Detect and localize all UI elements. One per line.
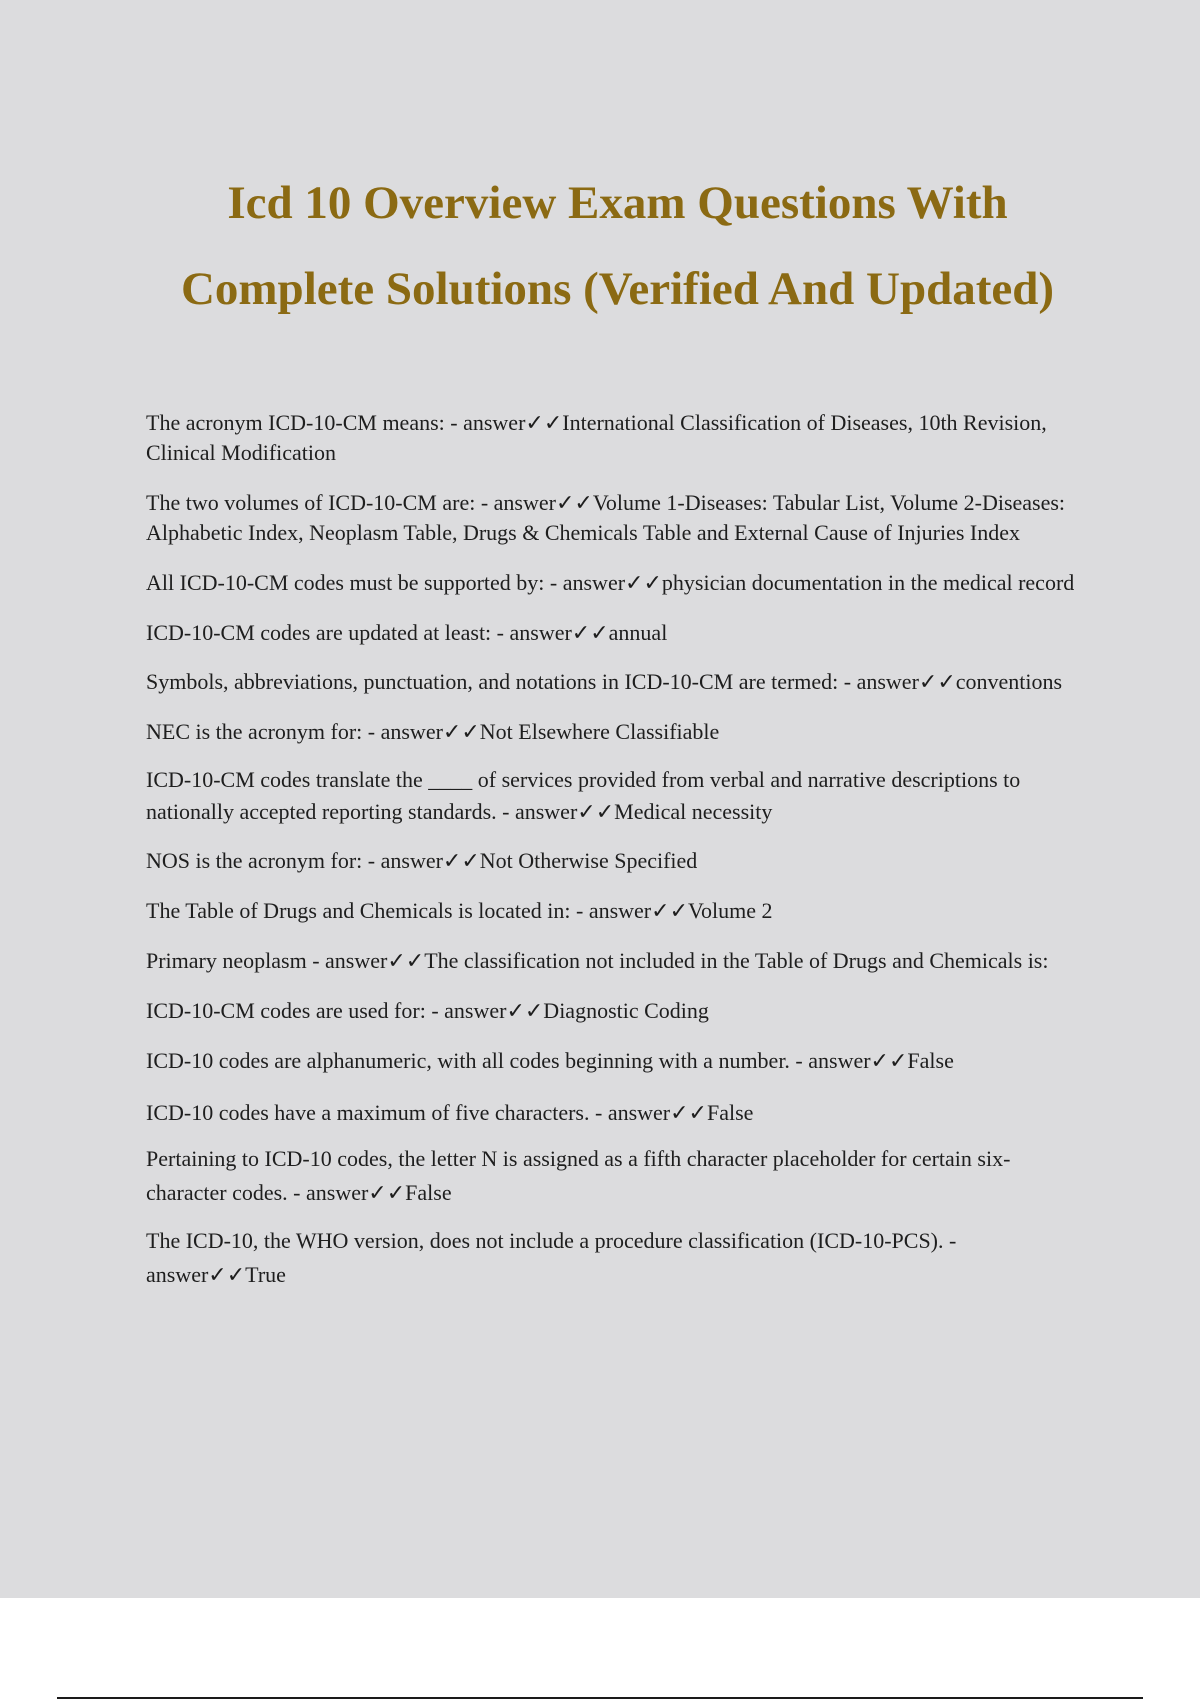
question-answer-list — [146, 408, 1086, 1292]
qa-item: ICD-10 codes are alphanumeric, with all codes beginning with a number. - answer✓✓False — [146, 1048, 954, 1073]
qa-item: NOS is the acronym for: - answer✓✓Not Otherwise Specified — [146, 848, 698, 873]
qa-item: All ICD-10-CM codes must be supported by: - answer✓✓physician documentation in the medical record — [146, 570, 1075, 595]
qa-item: The acronym ICD-10-CM means: - answer✓✓International Classification of Diseases, 10th Revision, Clinical Modification — [146, 410, 1047, 465]
qa-item: ICD-10-CM codes are updated at least: - answer✓✓annual — [146, 620, 668, 645]
qa-item: Symbols, abbreviations, punctuation, and notations in ICD-10-CM are termed: - answer✓✓conventions — [146, 669, 1063, 694]
title-line-1: Icd 10 Overview Exam Questions With — [227, 177, 1008, 229]
qa-item: Primary neoplasm - answer✓✓The classification not included in the Table of Drugs and Chemicals is: — [146, 948, 1049, 973]
qa-item: ICD-10-CM codes are used for: - answer✓✓Diagnostic Coding — [146, 998, 709, 1023]
document-title — [0, 160, 1200, 332]
qa-item: The Table of Drugs and Chemicals is located in: - answer✓✓Volume 2 — [146, 898, 773, 923]
title-line-2: Complete Solutions (Verified And Updated) — [180, 263, 1055, 315]
qa-item: The two volumes of ICD-10-CM are: - answer✓✓Volume 1-Diseases: Tabular List, Volume 2-Diseases: Alphabetic Index, Neoplasm Table, Drugs & Chemicals Table and External Cause of Injuries Index — [146, 490, 1066, 545]
qa-item: Pertaining to ICD-10 codes, the letter N is assigned as a fifth character placeholder for certain six-character codes. - answer✓✓False — [146, 1146, 1011, 1205]
qa-item: The ICD-10, the WHO version, does not include a procedure classification (ICD-10-PCS). - answer✓✓True — [146, 1228, 957, 1287]
qa-item: ICD-10 codes have a maximum of five characters. - answer✓✓False — [146, 1100, 754, 1125]
qa-item: NEC is the acronym for: - answer✓✓Not Elsewhere Classifiable — [146, 719, 720, 744]
qa-item: ICD-10-CM codes translate the ____ of services provided from verbal and narrative descriptions to nationally accepted reporting standards. - answer✓✓Medical necessity — [146, 767, 1021, 824]
bottom-divider — [57, 1697, 1143, 1699]
